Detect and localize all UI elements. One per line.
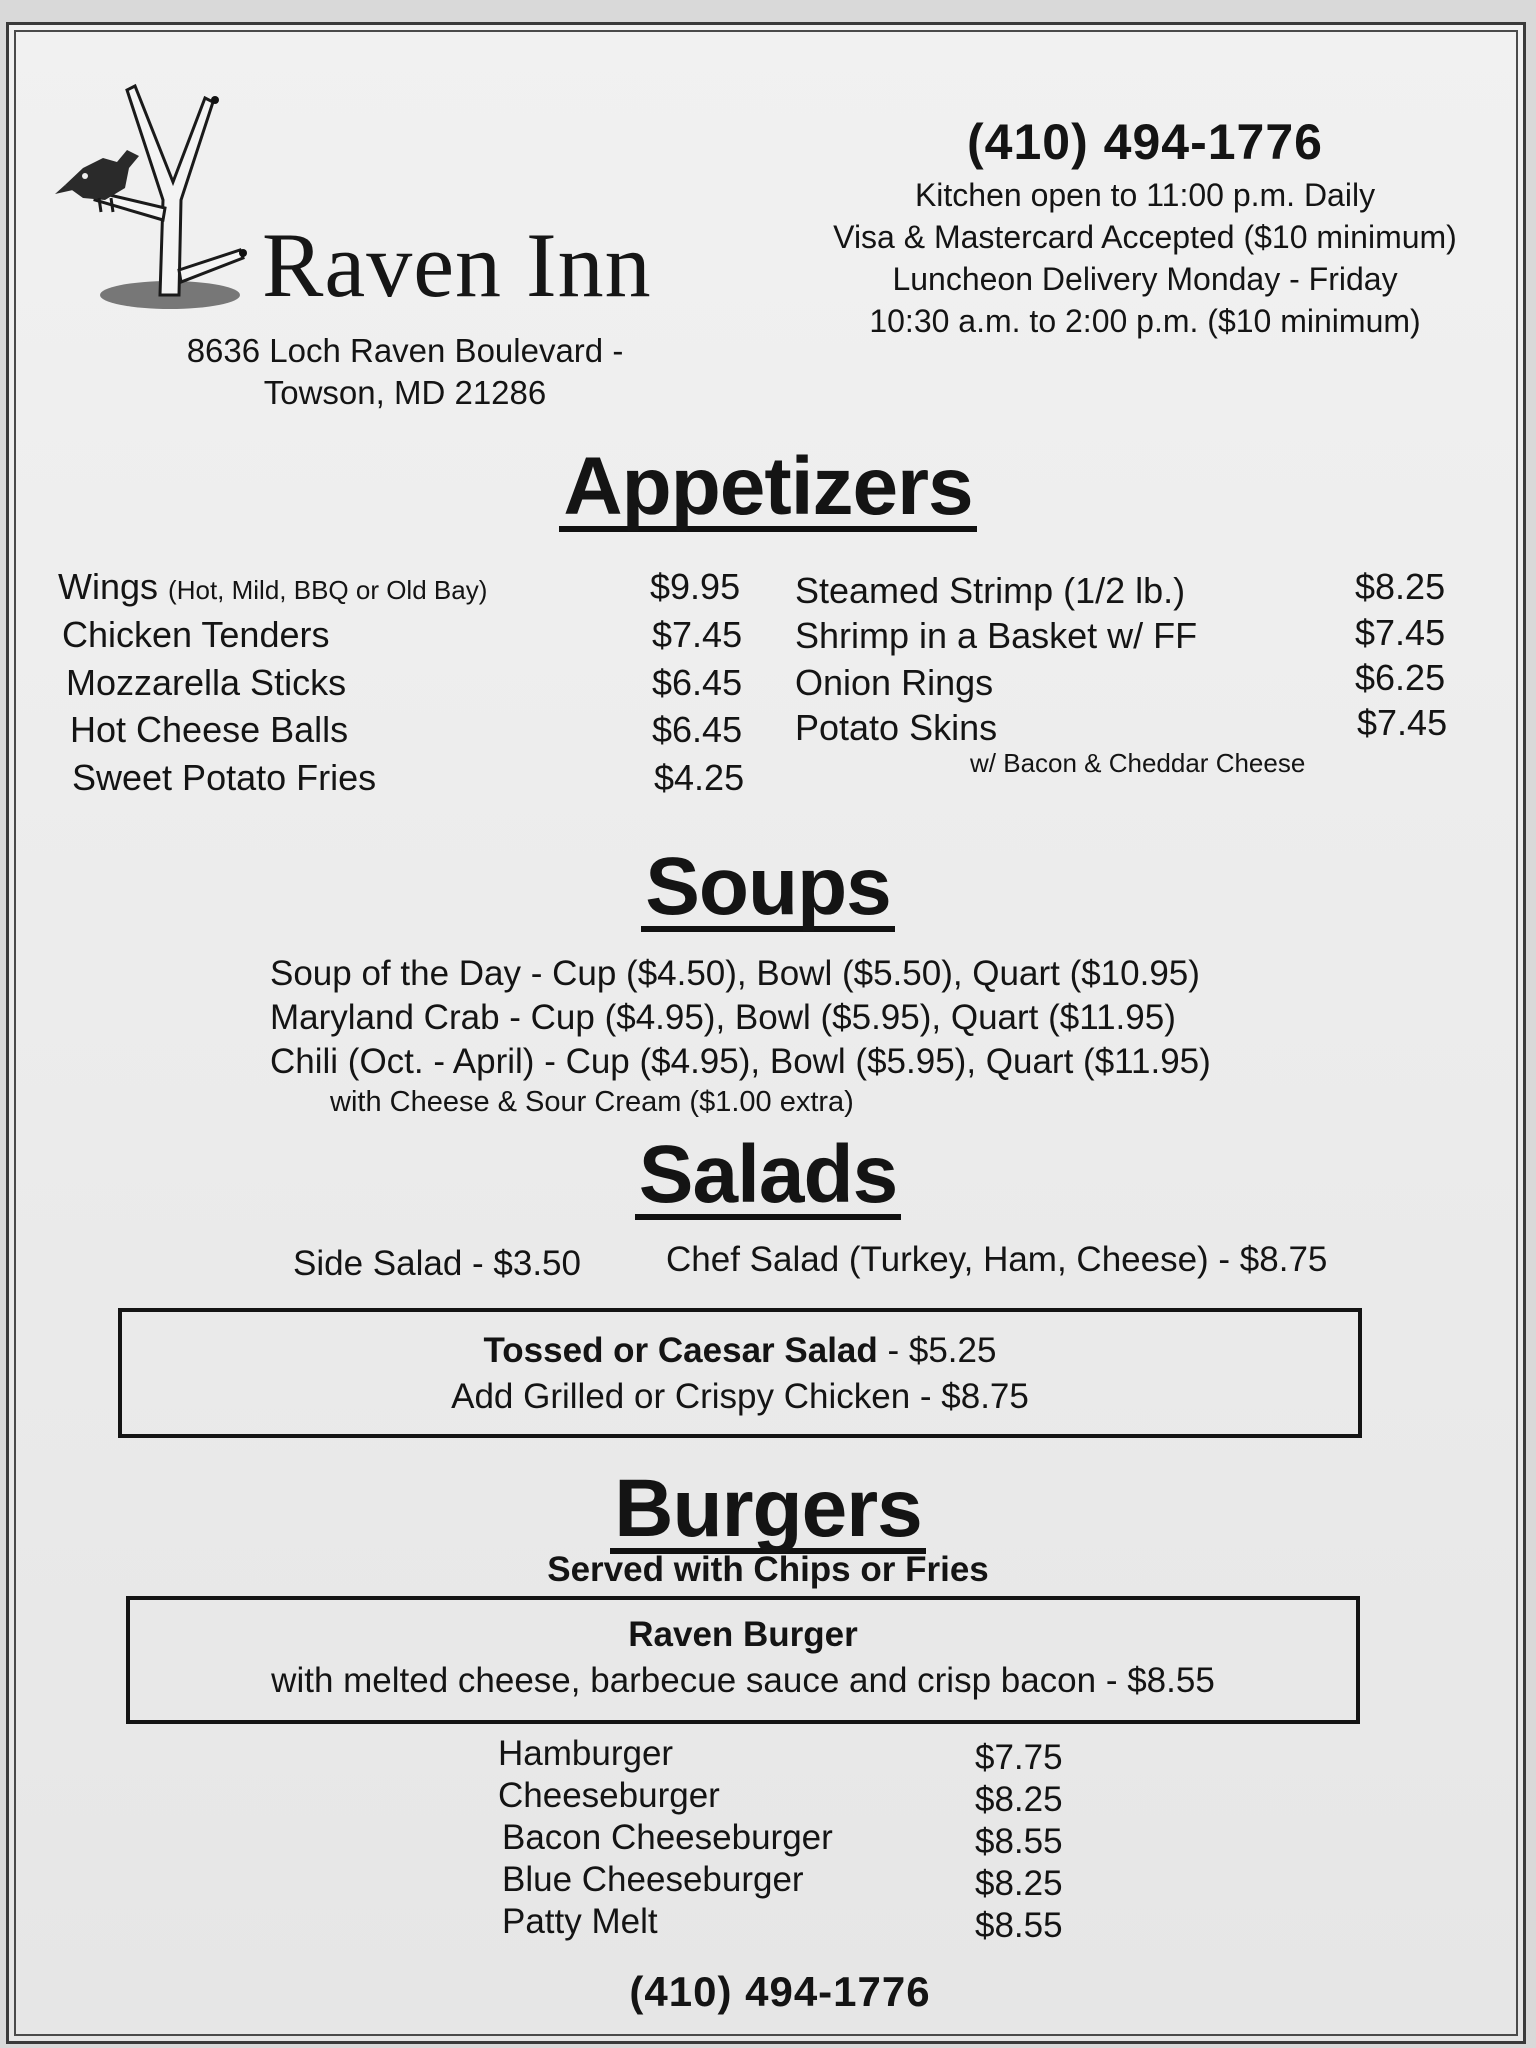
address — [150, 330, 660, 414]
info-line: 10:30 a.m. to 2:00 p.m. ($10 minimum) — [869, 303, 1421, 339]
item-name: Steamed Strimp (1/2 lb.) — [795, 570, 1186, 611]
soup-line: Chili (Oct. - April) - Cup ($4.95), Bowl ($5.95), Quart ($11.95) — [270, 1042, 1211, 1081]
burger-price: $8.25 — [975, 1780, 1063, 1819]
item-price: $6.45 — [652, 662, 743, 703]
appetizers-heading: Appetizers — [0, 440, 1536, 534]
contact-info — [810, 110, 1480, 342]
burger-name: Bacon Cheeseburger — [502, 1818, 833, 1857]
menu-item — [58, 566, 487, 608]
soups-list — [270, 952, 1211, 1120]
info-line: Visa & Mastercard Accepted ($10 minimum) — [833, 219, 1457, 255]
soup-line: Maryland Crab - Cup ($4.95), Bowl ($5.95), Quart ($11.95) — [270, 998, 1176, 1037]
info-line: Kitchen open to 11:00 p.m. Daily — [914, 177, 1376, 213]
burger-name: Patty Melt — [502, 1902, 658, 1941]
salad-special-box — [118, 1308, 1362, 1438]
restaurant-name: Raven Inn — [262, 214, 652, 316]
featured-burger-box — [126, 1596, 1360, 1724]
featured-burger-name: Raven Burger — [628, 1615, 858, 1654]
item-price: $7.45 — [1357, 702, 1448, 743]
burger-name: Blue Cheeseburger — [502, 1860, 804, 1899]
item-price: $9.95 — [650, 566, 741, 607]
burger-price: $8.55 — [975, 1906, 1063, 1945]
item-name: Hot Cheese Balls — [70, 709, 349, 750]
burgers-subtitle: Served with Chips or Fries — [547, 1550, 989, 1589]
info-line: Luncheon Delivery Monday - Friday — [892, 261, 1398, 297]
chef-salad: Chef Salad (Turkey, Ham, Cheese) - $8.75 — [666, 1240, 1328, 1279]
item-name: Potato Skins — [795, 707, 998, 748]
soups-heading: Soups — [0, 840, 1536, 934]
burgers-heading: Burgers — [0, 1462, 1536, 1556]
item-price: $7.45 — [1355, 612, 1446, 653]
footer-phone[interactable]: (410) 494-1776 — [629, 1968, 931, 2015]
burger-price: $8.55 — [975, 1822, 1063, 1861]
burger-price: $8.25 — [975, 1864, 1063, 1903]
burger-name: Cheeseburger — [498, 1776, 720, 1815]
salad-addon: Add Grilled or Crispy Chicken - $8.75 — [451, 1377, 1029, 1416]
item-name: Mozzarella Sticks — [66, 662, 347, 703]
hours-info — [810, 174, 1480, 342]
salad-special — [122, 1328, 1358, 1374]
item-price: $7.45 — [652, 614, 743, 655]
burger-price: $7.75 — [975, 1738, 1063, 1777]
item-note: (Hot, Mild, BBQ or Old Bay) — [168, 575, 488, 605]
soup-line: Soup of the Day - Cup ($4.50), Bowl ($5.50), Quart ($10.95) — [270, 954, 1200, 993]
side-salad: Side Salad - $3.50 — [293, 1244, 581, 1283]
salad-special-name: Tossed or Caesar Salad — [483, 1331, 878, 1370]
item-price: $6.25 — [1355, 657, 1446, 698]
item-note: w/ Bacon & Cheddar Cheese — [970, 748, 1306, 778]
soup-note: with Cheese & Sour Cream ($1.00 extra) — [330, 1086, 854, 1118]
salad-special-price: - $5.25 — [877, 1331, 997, 1370]
address-city: Towson, MD 21286 — [263, 374, 547, 411]
item-name: Wings — [58, 566, 159, 607]
phone-number[interactable]: (410) 494-1776 — [967, 114, 1323, 170]
item-name: Chicken Tenders — [62, 614, 330, 655]
raven-logo-icon — [55, 70, 255, 320]
salads-heading: Salads — [0, 1128, 1536, 1222]
item-name: Onion Rings — [795, 662, 994, 703]
item-price: $4.25 — [654, 757, 745, 798]
burger-name: Hamburger — [498, 1734, 674, 1773]
address-street: 8636 Loch Raven Boulevard - — [186, 332, 624, 369]
featured-burger-desc: with melted cheese, barbecue sauce and crisp bacon - $8.55 — [271, 1661, 1215, 1700]
item-name: Sweet Potato Fries — [72, 757, 377, 798]
item-price: $6.45 — [652, 709, 743, 750]
item-price: $8.25 — [1355, 566, 1446, 607]
item-name: Shrimp in a Basket w/ FF — [795, 615, 1198, 656]
